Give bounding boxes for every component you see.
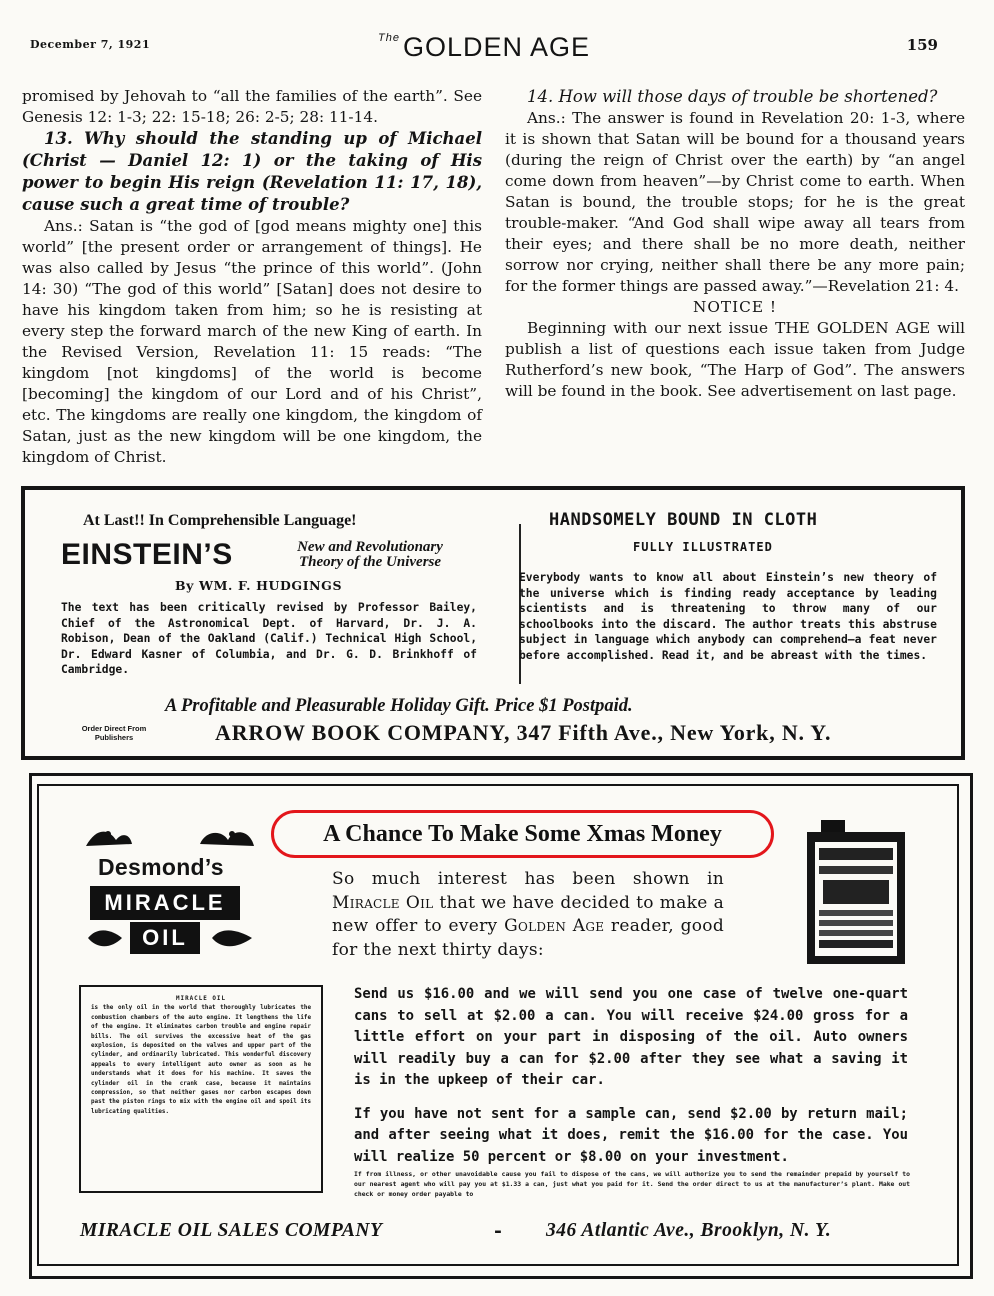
- oil-company-address: 346 Atlantic Ave., Brooklyn, N. Y.: [546, 1220, 832, 1241]
- offer-introduction: [332, 868, 724, 962]
- magazine-title: [378, 32, 590, 63]
- right-column: [505, 86, 965, 402]
- order-line-1: Order Direct From: [81, 724, 147, 733]
- einstein-book-ad: [21, 486, 965, 760]
- logo-brand-name: Desmond’s: [98, 854, 224, 880]
- intro-part-b: that we have decided to make a new offer to every: [332, 892, 724, 936]
- left-column-opening: promised by Jehovah to “all the families of the earth”. See Genesis 12: 1-3; 22: 15-18; 26: 2-5; 28: 11-14.: [22, 87, 482, 126]
- sidebox-title: MIRACLE OIL: [175, 996, 226, 1002]
- ad-byline: By WM. F. HUDGINGS: [175, 578, 343, 593]
- intro-part-a: So much interest has been shown in: [332, 869, 724, 889]
- footer-separator: -: [494, 1220, 502, 1242]
- logo-oil-word: OIL: [130, 922, 200, 954]
- logo-miracle-word: MIRACLE: [90, 886, 240, 920]
- title-prefix: The: [378, 32, 400, 44]
- offer-fine-print: If from illness, or other unavoidable cause you fail to dispose of the cans, we will authorize you to send the remainder prepaid by yourself to our nearest agent who will pay you at $1.33 a can, just what you paid for it. Send the order direct to us at the manufacturer’s plant. Make out check or money order payable to: [354, 1170, 910, 1198]
- ad-lead-line: At Last!! In Comprehensible Language!: [83, 512, 357, 529]
- sidebox-text: is the only oil in the world that thoroughly lubricates the combustion chambers of the auto engine. It lengthens the life of the engine. It eliminates carbon trouble and engine repair bills. The oil survives the excessive heat of the gas explosion, is deposited on the valves and upper part of the cylinder, and ordinarily lubricated. This wonderful discovery appeals to every intelligent auto owner as soon as he understands what it does for his machine. It saves the cylinder oil in the crank case, because it maintains compression, so that neither gases nor carbon escapes down past the piston rings to mix with the engine oil and spoil its lubricating qualities.: [91, 1005, 311, 1115]
- ad-description-text: Everybody wants to know all about Einstein’s new theory of the universe which is finding ready acceptance by leading scientists and is threatening to throw many of our schoolbooks into the discard. The author treats this abstruse subject in language which anybody can comprehend—a feat never before accomplished. Read it, and be abreast with the times.: [519, 571, 937, 662]
- answer-13: Ans.: Satan is “the god of [god means mighty one] this world” [the present order or arrangement of things]. He was also called by Jesus “the prince of this world”. (John 14: 30) “The god of this world” [Satan] does not desire to have his kingdom taken from him; so he is resisting at every step the forward march of the new King of earth. In the Revised Version, Revelation 11: 15 reads: “The kingdom [not kingdoms] of the world is become [becoming] the kingdom of our Lord and of his Christ”, etc. The kingdoms are really one kingdom, the kingdom of Satan, just as the new kingdom will be one kingdom, the kingdom of Christ.: [22, 217, 482, 466]
- oil-company-name: MIRACLE OIL SALES COMPANY: [80, 1220, 383, 1241]
- page-number: 159: [906, 36, 938, 54]
- left-column: [22, 86, 482, 468]
- order-direct-label: [63, 724, 165, 742]
- intro-part-c: reader, good for the next thirty days:: [332, 916, 725, 960]
- ad-subtitle: [265, 540, 475, 570]
- notice-text: Beginning with our next issue THE GOLDEN AGE will publish a list of questions each issue taken from Judge Rutherford’s new book, “The Harp of God”. The answers will be found in the book. See advertisement on last page.: [505, 319, 965, 400]
- issue-date: December 7, 1921: [30, 38, 151, 51]
- offer-terms: [354, 984, 908, 1180]
- desmonds-miracle-oil-logo: [82, 824, 260, 962]
- publisher-address: ARROW BOOK COMPANY, 347 Fifth Ave., New York, N. Y.: [215, 720, 832, 745]
- xmas-money-headline: A Chance To Make Some Xmas Money: [271, 810, 774, 858]
- ad-subtitle-line-2: Theory of the Universe: [298, 554, 442, 570]
- ad-subtitle-line-1: New and Revolutionary: [297, 539, 443, 555]
- ad-headline: EINSTEIN’S: [61, 538, 233, 571]
- oil-can-illustration: [803, 820, 909, 966]
- logo-ornament-icon: [82, 824, 260, 854]
- ad-illustrated-label: FULLY ILLUSTRATED: [633, 540, 773, 554]
- miracle-oil-description-box: [79, 985, 323, 1193]
- notice-heading: NOTICE !: [692, 298, 778, 316]
- ad-binding-heading: HANDSOMELY BOUND IN CLOTH: [549, 510, 818, 530]
- answer-14: Ans.: The answer is found in Revelation 20: 1-3, where it is shown that Satan will be bound for a thousand years (during the reign of Christ over the earth) by “an angel come down from heaven”—by Christ come to earth. When Satan is bound, the trouble stops; for he is the great trouble-maker. “And God shall wipe away all tears from their eyes; and there shall be no more death, neither sorrow nor crying, neither shall there be any more pain; for the former things are passed away.”—Revelation 21: 4.: [505, 109, 965, 295]
- intro-magazine-name: Golden Age: [504, 916, 605, 936]
- offer-paragraph-1: Send us $16.00 and we will send you one case of twelve one-quart cans to sell at $2.00 a can. You will receive $24.00 gross for a little effort on your part in disposing of the oil. Auto owners will readily buy a can for $2.00 after they see what a saving it is in the upkeep of their car.: [354, 986, 908, 1088]
- question-13: 13. Why should the standing up of Michael (Christ — Daniel 12: 1) or the taking of His power to begin His reign (Revelation 11: 17, 18), cause such a great time of trouble?: [22, 129, 482, 214]
- offer-paragraph-2: If you have not sent for a sample can, send $2.00 by return mail; and after seeing what it does, remit the $16.00 for the case. You will realize 50 percent or $8.00 on your investment.: [354, 1105, 908, 1165]
- order-line-2: Publishers: [94, 733, 134, 742]
- title-text: GOLDEN AGE: [402, 32, 591, 62]
- intro-product-name: Miracle Oil: [332, 892, 434, 913]
- ad-endorsement-text: The text has been critically revised by Professor Bailey, Chief of the Astronomical Dept. of Harvard, Dr. J. A. Robison, Dean of the Oakland (Calif.) Technical High School, Dr. Edward Kasner of Columbia, and Dr. G. D. Brinkhoff of Cambridge.: [61, 601, 477, 676]
- question-14: 14. How will those days of trouble be shortened?: [527, 87, 938, 106]
- ad-price-line: A Profitable and Pleasurable Holiday Gift. Price $1 Postpaid.: [165, 696, 633, 716]
